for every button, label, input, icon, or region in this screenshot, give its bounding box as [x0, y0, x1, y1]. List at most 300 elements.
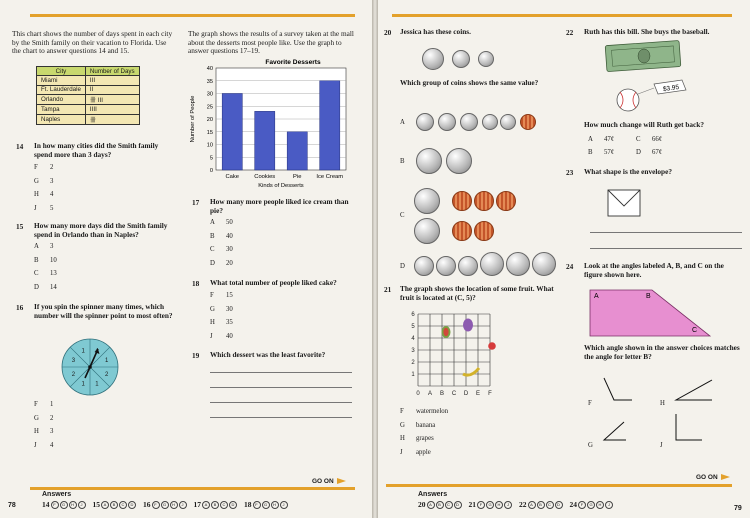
option-value: 5 — [50, 204, 54, 212]
answer-option[interactable] — [34, 164, 53, 171]
nickel-coin — [414, 256, 434, 276]
answer-number: 22 — [519, 500, 527, 509]
answer-bubble[interactable]: F — [253, 501, 261, 509]
answer-option[interactable] — [34, 284, 57, 291]
answer-bubble[interactable]: H — [495, 501, 503, 509]
answer-option[interactable] — [210, 246, 233, 253]
city-days-table — [36, 66, 140, 125]
nickel-coin — [416, 113, 434, 131]
q20-number: 20 — [384, 28, 392, 37]
angle-j-lines — [676, 414, 702, 440]
option-letter: D — [210, 259, 215, 267]
envelope-icon — [606, 188, 644, 220]
option-value: 20 — [226, 259, 233, 267]
answer-bubble[interactable]: C — [220, 501, 228, 509]
answer-bubble[interactable]: H — [170, 501, 178, 509]
answer-bubble[interactable]: B — [537, 501, 545, 509]
days-tally-cell: II — [85, 85, 139, 94]
answer-bubble[interactable]: F — [477, 501, 485, 509]
option-value: 10 — [50, 256, 57, 264]
option-value: 3 — [50, 177, 54, 185]
grid-x-label: B — [439, 391, 445, 397]
answer-option[interactable] — [34, 415, 53, 422]
portrait-icon — [638, 49, 650, 63]
option-letter: F — [210, 292, 214, 299]
dime-coin — [482, 114, 498, 130]
days-tally-cell: 卌 III — [85, 95, 139, 105]
option-value: 1 — [50, 401, 54, 408]
bar — [320, 81, 340, 170]
x-tick-label: Pie — [293, 174, 302, 180]
quarter-coin — [414, 218, 440, 244]
answer-option[interactable] — [400, 435, 434, 442]
bottom-rule — [386, 484, 732, 487]
q16-number: 16 — [16, 303, 24, 312]
option-letter: B — [210, 232, 215, 240]
answer-number: 15 — [92, 500, 100, 509]
answer-bubble[interactable]: G — [486, 501, 494, 509]
fruit-coordinate-grid — [408, 306, 518, 402]
answer-bubble[interactable]: A — [101, 501, 109, 509]
y-tick-label: 25 — [206, 104, 213, 111]
graph-intro: The graph shows the results of a survey taken at the mall about the desserts most people like. Use the graph to answer questions 17–19. — [188, 29, 354, 56]
answer-option[interactable] — [210, 306, 233, 313]
grapes-icon — [463, 319, 473, 332]
answer-number: 14 — [42, 500, 50, 509]
answer-bubble[interactable]: G — [161, 501, 169, 509]
answer-bubble[interactable]: J — [78, 501, 86, 509]
q16-text: If you spin the spinner many times, which number will the spinner point to most often? — [34, 302, 173, 320]
option-value: 30 — [226, 246, 233, 253]
answer-group — [143, 500, 187, 509]
q17-number: 17 — [192, 198, 200, 207]
city-cell: Tampa — [37, 105, 86, 114]
answer-group — [244, 500, 288, 509]
answers-label: Answers — [42, 491, 72, 498]
answer-bubble[interactable]: F — [578, 501, 586, 509]
q24-text: Look at the angles labeled A, B, and C on the figure shown here. — [584, 261, 724, 279]
answer-option[interactable] — [210, 319, 233, 326]
arrow-right-icon — [337, 478, 346, 484]
nickel-coin — [460, 113, 478, 131]
nickel-coin — [458, 256, 478, 276]
x-tick-label: Ice Cream — [316, 174, 344, 180]
q20-text: Jessica has these coins. — [400, 27, 471, 36]
q19-text: Which dessert was the least favorite? — [210, 350, 326, 359]
option-letter: D — [34, 283, 39, 291]
answer-bubbles — [418, 500, 620, 509]
days-tally-cell: III — [85, 76, 139, 85]
q15-number: 15 — [16, 222, 24, 231]
q22-text: Ruth has this bill. She buys the baseball. — [584, 27, 710, 36]
answer-group — [93, 500, 137, 509]
answer-option[interactable] — [636, 149, 662, 156]
answer-bubble[interactable]: G — [587, 501, 595, 509]
answer-bubble[interactable]: F — [152, 501, 160, 509]
answer-bubble[interactable]: J — [504, 501, 512, 509]
q19-number: 19 — [192, 351, 200, 360]
answer-bubble[interactable]: C — [546, 501, 554, 509]
answer-number: 21 — [468, 500, 476, 509]
answer-group — [570, 500, 614, 509]
answer-option[interactable] — [210, 219, 233, 226]
option-letter: J — [400, 448, 403, 456]
left-page — [0, 0, 372, 518]
answer-option[interactable] — [34, 191, 53, 198]
option-letter: G — [400, 421, 405, 429]
option-letter: B — [588, 149, 593, 156]
penny-coin — [520, 114, 536, 130]
answer-bubble[interactable]: B — [110, 501, 118, 509]
option-letter: A — [34, 243, 39, 250]
answer-group — [42, 500, 86, 509]
dime-coin — [500, 114, 516, 130]
answer-line[interactable] — [210, 402, 352, 403]
q20-option-c-letter[interactable]: C — [400, 212, 405, 219]
answer-option[interactable] — [588, 149, 614, 156]
vertex-label-a: A — [594, 293, 599, 300]
answer-group — [469, 500, 513, 509]
table-header-cell: City — [37, 67, 86, 76]
q23-number: 23 — [566, 168, 574, 177]
angle-h-icon — [672, 376, 716, 406]
q24-option-j-letter[interactable]: J — [660, 442, 663, 449]
q14-text: In how many cities did the Smith family spend more than 3 days? — [34, 141, 159, 159]
answer-bubble[interactable]: B — [436, 501, 444, 509]
table-row — [37, 85, 140, 94]
option-value: 13 — [50, 270, 57, 277]
option-value: 30 — [226, 305, 233, 313]
answer-line[interactable] — [590, 248, 742, 249]
table-row — [37, 105, 140, 114]
q24-option-h-letter[interactable]: H — [660, 400, 665, 407]
angle-g-icon — [600, 418, 630, 446]
table-row — [37, 76, 140, 85]
spinner-pivot — [88, 365, 92, 369]
answer-number: 18 — [244, 500, 252, 509]
go-on-text: GO ON — [312, 478, 334, 485]
spinner-number: 1 — [81, 381, 85, 388]
option-letter: H — [210, 319, 215, 326]
answer-option[interactable] — [34, 243, 53, 250]
spinner-number: 3 — [71, 358, 76, 365]
q20-option-b-letter[interactable]: B — [400, 158, 405, 165]
penny-coin — [474, 191, 494, 211]
top-rule — [30, 14, 355, 17]
chart-title: Favorite Desserts — [265, 59, 321, 66]
answer-option[interactable] — [210, 333, 233, 340]
q20-option-d-letter[interactable]: D — [400, 263, 405, 270]
answer-option[interactable] — [400, 449, 431, 456]
bar — [255, 111, 275, 170]
y-tick-label: 0 — [209, 168, 213, 174]
option-value: 57¢ — [604, 149, 615, 156]
spinner-number: 2 — [104, 371, 109, 378]
option-value: 3 — [50, 428, 54, 435]
page-number: 79 — [734, 505, 742, 512]
option-letter: J — [210, 332, 213, 340]
answer-option[interactable] — [34, 205, 53, 212]
answer-option[interactable] — [400, 422, 435, 429]
answer-bubble[interactable]: H — [271, 501, 279, 509]
option-letter: C — [210, 246, 215, 253]
q21-number: 21 — [384, 285, 392, 294]
dollar-bill — [604, 40, 684, 72]
days-tally-cell: IIII — [85, 105, 139, 114]
vertex-label-b: B — [646, 293, 651, 300]
option-letter: G — [34, 177, 39, 185]
option-value: apple — [416, 448, 431, 456]
table-header-cell: Number of Days — [85, 67, 139, 76]
answer-line[interactable] — [210, 372, 352, 373]
answer-bubble[interactable]: B — [211, 501, 219, 509]
page-number: 78 — [8, 502, 16, 509]
q20-option-a-letter[interactable]: A — [400, 119, 405, 126]
option-letter: H — [400, 435, 405, 442]
answer-number: 16 — [143, 500, 151, 509]
option-value: 40 — [226, 232, 233, 240]
quarter-coin — [416, 148, 442, 174]
answer-option[interactable] — [636, 136, 662, 143]
y-tick-label: 35 — [206, 78, 213, 85]
answer-bubble[interactable]: F — [51, 501, 59, 509]
dime-coin — [478, 51, 494, 67]
quarter-coin — [480, 252, 504, 276]
answer-line[interactable] — [210, 387, 352, 388]
grid-x-label: F — [488, 391, 492, 397]
penny-coin — [474, 221, 494, 241]
x-tick-label: Cake — [225, 174, 240, 180]
top-rule — [392, 14, 732, 17]
go-on-label — [312, 478, 346, 485]
angle-g-lines — [604, 422, 626, 440]
option-letter: G — [34, 414, 39, 422]
nickel-coin — [438, 113, 456, 131]
quarter-coin — [446, 148, 472, 174]
q17-text: How many more people liked ice cream than pie? — [210, 197, 349, 215]
penny-coin — [496, 191, 516, 211]
option-letter: C — [636, 136, 641, 143]
option-value: 4 — [50, 191, 54, 198]
watermelon-flesh-icon — [443, 328, 448, 336]
grid-y-label: 3 — [411, 348, 415, 354]
option-letter: C — [34, 270, 39, 277]
option-value: 15 — [226, 292, 233, 299]
answer-group — [418, 500, 462, 509]
answer-bubble[interactable]: J — [179, 501, 187, 509]
grid-y-label: 4 — [411, 336, 415, 342]
answer-bubble[interactable]: J — [605, 501, 613, 509]
option-value: grapes — [416, 435, 434, 442]
chart-intro: This chart shows the number of days spent in each city by the Smith family on their vacation to Florida. Use the chart to answer questions 14 and 15. — [12, 29, 173, 56]
q15-text: How many more days did the Smith family spend in Orlando than in Naples? — [34, 221, 168, 239]
bar — [287, 132, 307, 170]
q24-option-f-letter[interactable]: F — [588, 400, 592, 407]
grid-x-label: E — [475, 391, 481, 397]
option-letter: A — [210, 219, 215, 226]
go-on-text: GO ON — [696, 474, 718, 481]
quarter-coin — [422, 48, 444, 70]
q21-text: The graph shows the location of some fruit. What fruit is located at (C, 5)? — [400, 284, 554, 302]
option-letter: H — [34, 428, 39, 435]
grid-x-label: 0 — [416, 391, 420, 397]
answer-line[interactable] — [590, 232, 742, 233]
answer-bubble[interactable]: D — [454, 501, 462, 509]
answer-group — [194, 500, 238, 509]
spinner — [60, 337, 120, 397]
option-letter: F — [400, 408, 404, 415]
chart-y-label: Number of People — [190, 95, 196, 143]
q23-text: What shape is the envelope? — [584, 167, 672, 176]
nickel-coin — [436, 256, 456, 276]
baseball-with-price-tag — [614, 78, 694, 118]
option-value: 66¢ — [652, 136, 663, 143]
option-value: 4 — [50, 441, 54, 449]
city-cell: Miami — [37, 76, 86, 85]
favorite-desserts-chart — [188, 55, 358, 190]
y-tick-label: 15 — [206, 129, 213, 136]
answer-bubble[interactable]: A — [202, 501, 210, 509]
go-on-label — [696, 474, 730, 481]
city-cell: Naples — [37, 114, 86, 124]
q22-number: 22 — [566, 28, 574, 37]
answer-number: 24 — [569, 500, 577, 509]
option-letter: F — [34, 164, 38, 171]
quarter-coin — [506, 252, 530, 276]
answer-bubble[interactable]: C — [119, 501, 127, 509]
option-value: 67¢ — [652, 149, 663, 156]
option-value: 14 — [50, 283, 57, 291]
option-value: 50 — [226, 219, 233, 226]
penny-coin — [452, 221, 472, 241]
spinner-number: 2 — [71, 371, 76, 378]
bar — [222, 94, 242, 171]
table-row — [37, 114, 140, 124]
chart-x-label: Kinds of Desserts — [258, 183, 304, 189]
option-value: watermelon — [416, 408, 449, 415]
price-tag-text: $3.95 — [662, 83, 680, 94]
envelope-body — [608, 190, 640, 216]
answer-bubble[interactable]: C — [445, 501, 453, 509]
penny-coin — [452, 191, 472, 211]
answer-bubble[interactable]: H — [596, 501, 604, 509]
nickel-coin — [452, 50, 470, 68]
option-letter: F — [34, 401, 38, 408]
option-value: 3 — [50, 243, 54, 250]
answer-bubble[interactable]: G — [60, 501, 68, 509]
table-row — [37, 95, 140, 105]
vertex-label-c: C — [692, 327, 698, 334]
grid-y-label: 5 — [411, 324, 415, 330]
option-letter: G — [210, 305, 215, 313]
option-value: 35 — [226, 319, 233, 326]
answer-bubble[interactable]: A — [528, 501, 536, 509]
q24-option-g-letter[interactable]: G — [588, 442, 593, 449]
answer-number: 20 — [418, 500, 426, 509]
q18-text: What total number of people liked cake? — [210, 278, 337, 287]
trapezoid-figure — [586, 286, 716, 340]
apple-icon — [488, 342, 496, 350]
answer-bubble[interactable]: A — [427, 501, 435, 509]
grid-y-label: 1 — [411, 372, 415, 378]
option-value: banana — [416, 421, 436, 429]
q24-number: 24 — [566, 262, 574, 271]
answer-option[interactable] — [34, 428, 53, 435]
y-tick-label: 5 — [209, 155, 213, 162]
option-letter: J — [34, 204, 37, 212]
answer-option[interactable] — [210, 260, 233, 267]
option-value: 2 — [50, 164, 54, 171]
q14-number: 14 — [16, 142, 24, 151]
answer-option[interactable] — [34, 178, 53, 185]
right-page — [378, 0, 750, 518]
answer-bubble[interactable]: H — [69, 501, 77, 509]
city-cell: Orlando — [37, 95, 86, 105]
grid-x-label: A — [427, 391, 433, 397]
answer-bubble[interactable]: D — [128, 501, 136, 509]
answer-number: 17 — [193, 500, 201, 509]
spinner-number: 1 — [104, 358, 109, 365]
arrow-right-icon — [721, 474, 730, 480]
option-letter: A — [588, 136, 593, 143]
days-tally-cell: 卌 — [85, 114, 139, 124]
x-tick-label: Cookies — [254, 174, 276, 180]
answer-option[interactable] — [210, 292, 233, 299]
answer-option[interactable] — [34, 401, 53, 408]
answer-bubble[interactable]: D — [555, 501, 563, 509]
option-value: 2 — [50, 414, 54, 422]
q18-number: 18 — [192, 279, 200, 288]
option-letter: B — [34, 256, 39, 264]
answer-option[interactable] — [400, 408, 448, 415]
answer-option[interactable] — [34, 257, 57, 264]
answer-bubble[interactable]: J — [280, 501, 288, 509]
spinner-number: 1 — [95, 381, 99, 388]
option-value: 47¢ — [604, 136, 615, 143]
city-cell: Ft. Lauderdale — [37, 85, 86, 94]
angle-h-lines — [676, 380, 712, 400]
answer-bubble[interactable]: D — [229, 501, 237, 509]
quarter-coin — [414, 188, 440, 214]
q24-question: Which angle shown in the answer choices matches the angle for letter B? — [584, 343, 740, 361]
quarter-coin — [532, 252, 556, 276]
option-value: 40 — [226, 332, 233, 340]
y-tick-label: 40 — [206, 66, 213, 72]
answer-bubble[interactable]: G — [262, 501, 270, 509]
grid-y-label: 2 — [411, 360, 415, 366]
tag-string — [638, 88, 654, 94]
y-tick-label: 30 — [206, 91, 213, 98]
answer-option[interactable] — [34, 442, 53, 449]
angle-j-icon — [672, 410, 706, 444]
angle-f-icon — [600, 374, 634, 404]
bottom-rule — [30, 487, 355, 490]
answer-option[interactable] — [34, 270, 57, 277]
answer-group — [519, 500, 563, 509]
option-letter: D — [636, 149, 641, 156]
option-letter: J — [34, 441, 37, 449]
answer-line[interactable] — [210, 417, 352, 418]
answer-option[interactable] — [210, 233, 233, 240]
q20-question: Which group of coins shows the same value? — [400, 78, 539, 87]
y-tick-label: 10 — [206, 142, 213, 149]
angle-f-lines — [604, 378, 632, 400]
option-letter: H — [34, 191, 39, 198]
answer-option[interactable] — [588, 136, 614, 143]
q22-question: How much change will Ruth get back? — [584, 120, 704, 129]
grid-x-label: C — [451, 391, 457, 397]
answers-label: Answers — [418, 491, 448, 498]
